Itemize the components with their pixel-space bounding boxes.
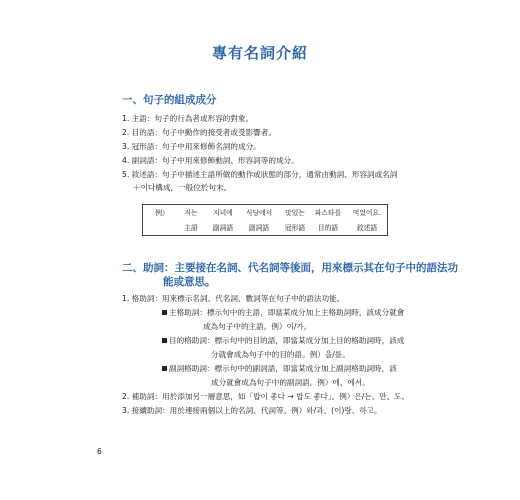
- sub-list-item-continuation: 分就會成為句子中的目的語。例）을/를。: [211, 350, 350, 359]
- example-prefix: 例）: [155, 209, 169, 217]
- list-item: 3. 冠形語：句子中用來修飾名詞的成分。: [122, 142, 261, 151]
- page-number: 6: [97, 447, 102, 456]
- example-word: 식당에서: [245, 209, 273, 217]
- list-item: 3. 接續助詞：用於連接兩個以上的名詞、代詞等。例）와/과、(이)랑、하고。: [122, 406, 382, 415]
- list-item: 2. 補助詞：用於添加另一層意思，如「밥이 좋다 → 밥도 좋다」。例）은/는、만、도。: [122, 392, 410, 401]
- sub-list-item-continuation: 成分就會成為句子中的副詞語。例）에、에서。: [211, 378, 370, 387]
- list-item: 1. 主語：句子的行為者或形容的對象。: [122, 114, 254, 123]
- example-role: 敘述語: [356, 224, 378, 232]
- example-role: 副詞語: [212, 224, 234, 232]
- square-bullet-icon: [162, 338, 167, 343]
- list-item: 5. 敘述語：句子中描述主語所做的動作或狀態的部分，通常由動詞、形容詞或名詞: [122, 170, 398, 179]
- example-role: 副詞語: [248, 224, 270, 232]
- sub-list-item: [162, 363, 397, 374]
- list-item-continuation: ＋이다構成，一般位於句末。: [133, 183, 232, 192]
- example-word: 저는: [184, 209, 198, 217]
- sub-item-text: 目的格助詞：標示句中的目的語，即當某成分加上目的格助詞時，該成: [169, 336, 405, 345]
- section-heading-particles-continuation: 能或意思。: [163, 276, 216, 288]
- example-word: 맛있는: [285, 209, 305, 217]
- example-role: 冠形語: [284, 224, 306, 232]
- section-heading-sentence-components: 一、句子的組成成分: [122, 94, 217, 106]
- sub-item-text: 主格助詞：標示句中的主語，即當某成分加上主格助詞時，該成分就會: [169, 308, 405, 317]
- example-word: 파스타를: [314, 209, 342, 217]
- list-item: 4. 副詞語：句子中用來修飾動詞、形容詞等的成分。: [122, 156, 299, 165]
- list-item: 1. 格助詞：用來標示名詞、代名詞、數詞等在句子中的語法功能。: [122, 294, 345, 303]
- sub-item-text: 副詞格助詞：標示句中的副詞語，即當某成分加上副詞格助詞時，該: [169, 364, 397, 373]
- list-item: 2. 目的語：句子中動作的接受者或受影響者。: [122, 128, 276, 137]
- sub-list-item: [162, 307, 404, 318]
- example-word: 저녁에: [213, 209, 233, 217]
- square-bullet-icon: [162, 310, 167, 315]
- sub-list-item: [162, 335, 404, 346]
- page-title: 專有名詞介紹: [211, 44, 308, 62]
- sub-list-item-continuation: 成為句子中的主語。例）이/가。: [203, 322, 312, 331]
- example-box: [142, 204, 388, 236]
- example-role: 主語: [184, 224, 198, 232]
- square-bullet-icon: [162, 366, 167, 371]
- example-word: 먹었어요.: [352, 209, 382, 217]
- section-heading-particles: 二、助詞：主要接在名詞、代名詞等後面，用來標示其在句子中的語法功: [122, 262, 458, 274]
- example-role: 目的語: [317, 224, 339, 232]
